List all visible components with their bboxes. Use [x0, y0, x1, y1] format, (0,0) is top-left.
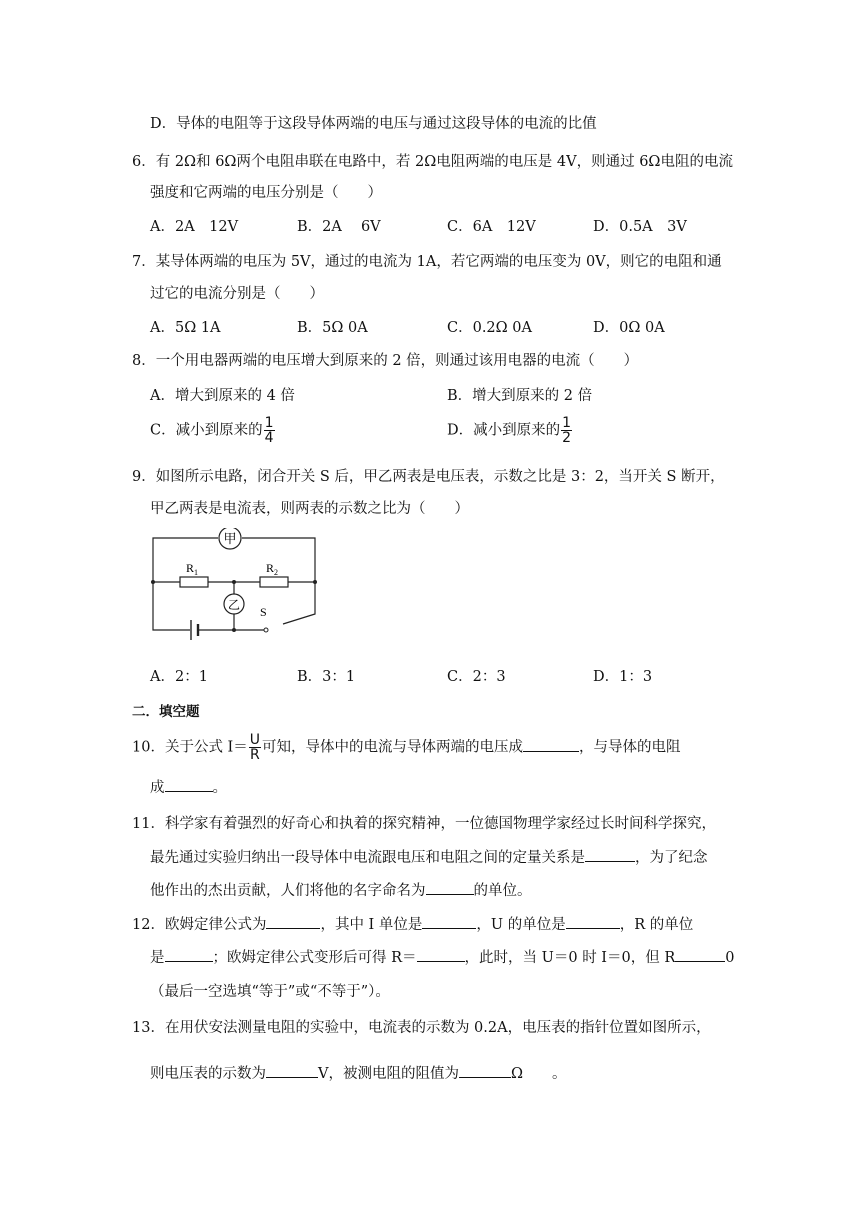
q9-stem-line2: 甲乙两表是电流表，则两表的示数之比为（ ）	[150, 501, 469, 517]
q6-stem-line2: 强度和它两端的电压分别是（ ）	[150, 185, 382, 201]
fraction-numerator: U	[249, 732, 261, 748]
q8-option-d[interactable]	[447, 416, 573, 445]
q13-blank-1[interactable]	[266, 1077, 318, 1078]
r2-label: $R_2$	[266, 561, 279, 577]
q12-line1	[132, 913, 693, 934]
q13-blank-2[interactable]	[459, 1077, 511, 1078]
q7-option-a[interactable]: A．5Ω 1A	[150, 320, 221, 336]
q7-stem-line1: 7．某导体两端的电压为 5V，通过的电流为 1A，若它两端的电压变为 0V，则它的电阻和通	[132, 254, 722, 270]
meter-yi-label: 乙	[227, 598, 241, 612]
fraction-denominator: 2	[562, 430, 572, 446]
fraction-denominator: R	[250, 747, 260, 763]
q10-blank-2[interactable]	[165, 791, 213, 792]
switch-label: S	[260, 605, 267, 619]
q6-stem-line1: 6．有 2Ω和 6Ω两个电阻串联在电路中，若 2Ω电阻两端的电压是 4V，则通过 6Ω电阻的电流	[132, 154, 733, 170]
q12-text-d: ，R 的单位	[619, 917, 694, 933]
q9-option-c[interactable]: C．2：3	[447, 669, 506, 685]
resistor-r1-icon	[180, 577, 208, 587]
q11-line1: 11．科学家有着强烈的好奇心和执着的探究精神，一位德国物理学家经过长时间科学探究，	[132, 816, 716, 832]
q10-line2	[150, 776, 227, 797]
q12-line2	[150, 946, 735, 967]
q9-option-d[interactable]: D．1：3	[593, 669, 653, 685]
q12-text-b: ，其中 I 单位是	[320, 917, 423, 933]
q10-mid-text: 可知，导体中的电流与导体两端的电压成	[262, 739, 524, 756]
q6-option-c[interactable]: C．6A 12V	[447, 219, 536, 235]
q11-line3-end: 的单位。	[473, 883, 532, 899]
q8-option-b[interactable]: B．增大到原来的 2 倍	[447, 388, 593, 404]
q9-option-a[interactable]: A．2：1	[150, 669, 208, 685]
q11-line2-text: 最先通过实验归纳出一段导体中电流跟电压和电阻之间的定量关系是	[150, 850, 585, 866]
q8-option-a[interactable]: A．增大到原来的 4 倍	[150, 388, 295, 404]
q10-blank-1[interactable]	[523, 751, 579, 752]
q12-line3: （最后一空选填“等于”或“不等于”）。	[150, 984, 390, 1000]
q13-text-c: Ω 。	[510, 1066, 567, 1082]
q7-option-d[interactable]: D．0Ω 0A	[593, 320, 665, 336]
fraction-numerator: 1	[264, 415, 274, 431]
meter-jia-label: 甲	[223, 531, 237, 546]
q12-text-f: ；欧姆定律公式变形后可得 R＝	[212, 950, 417, 966]
q11-line2	[150, 846, 708, 867]
r1-label: $R_1$	[186, 561, 199, 577]
q10-line1	[132, 733, 681, 762]
q12-text-h: 0	[725, 950, 735, 966]
q12-blank-6[interactable]	[675, 961, 725, 962]
q8-option-c[interactable]	[150, 416, 276, 445]
q12-text-e: 是	[150, 950, 165, 966]
q12-blank-2[interactable]	[422, 928, 476, 929]
fraction-one-half	[561, 416, 572, 445]
q12-text-a: 12．欧姆定律公式为	[132, 917, 267, 933]
q11-line3-text: 他作出的杰出贡献，人们将他的名字命名为	[150, 883, 426, 899]
q11-line3	[150, 879, 532, 900]
q10-line2-prefix: 成	[150, 780, 165, 796]
q6-option-a[interactable]: A．2A 12V	[150, 219, 239, 235]
q7-option-c[interactable]: C．0.2Ω 0A	[447, 320, 532, 336]
q8-option-d-label: D．减小到原来的	[447, 422, 561, 439]
q13-line2	[150, 1062, 567, 1083]
q12-blank-3[interactable]	[566, 928, 620, 929]
q7-stem-line2: 过它的电流分别是（ ）	[150, 286, 324, 302]
fraction-numerator: 1	[562, 415, 572, 431]
q12-blank-4[interactable]	[165, 961, 213, 962]
q13-text-b: V，被测电阻的阻值为	[318, 1066, 459, 1082]
q7-option-b[interactable]: B．5Ω 0A	[297, 320, 368, 336]
q6-option-b[interactable]: B．2A 6V	[297, 219, 381, 235]
fraction-one-quarter	[264, 416, 275, 445]
q8-stem: 8．一个用电器两端的电压增大到原来的 2 倍，则通过该用电器的电流（ ）	[132, 353, 639, 369]
fraction-denominator: 4	[264, 430, 274, 446]
q12-text-c: ，U 的单位是	[476, 917, 566, 933]
fraction-u-over-r	[249, 733, 261, 762]
q12-blank-1[interactable]	[266, 928, 320, 929]
q5-option-d: D．导体的电阻等于这段导体两端的电压与通过这段导体的电流的比值	[150, 116, 597, 132]
q12-blank-5[interactable]	[417, 961, 465, 962]
q12-text-g: ，此时，当 U＝0 时 I＝0，但 R	[464, 950, 676, 966]
q13-line1: 13．在用伏安法测量电阻的实验中，电流表的示数为 0.2A，电压表的指针位置如图所示，	[132, 1020, 711, 1036]
q11-line2-end: ，为了纪念	[635, 850, 708, 866]
q9-stem-line1: 9．如图所示电路，闭合开关 S 后，甲乙两表是电压表，示数之比是 3：2，当开关 S 断开，	[132, 469, 725, 485]
q10-prefix: 10．关于公式 I＝	[132, 739, 248, 756]
q13-text-a: 则电压表的示数为	[150, 1066, 266, 1082]
circuit-diagram	[145, 528, 325, 640]
section-title-fill-in: 二．填空题	[132, 704, 200, 720]
q9-option-b[interactable]: B．3：1	[297, 669, 356, 685]
q10-line2-end: 。	[212, 780, 227, 796]
q11-blank-2[interactable]	[426, 894, 474, 895]
q8-option-c-label: C．减小到原来的	[150, 422, 263, 439]
q10-end-text: ，与导体的电阻	[579, 739, 681, 756]
resistor-r2-icon	[260, 577, 288, 587]
q6-option-d[interactable]: D．0.5A 3V	[593, 219, 687, 235]
switch-icon	[264, 628, 268, 632]
q11-blank-1[interactable]	[585, 861, 635, 862]
